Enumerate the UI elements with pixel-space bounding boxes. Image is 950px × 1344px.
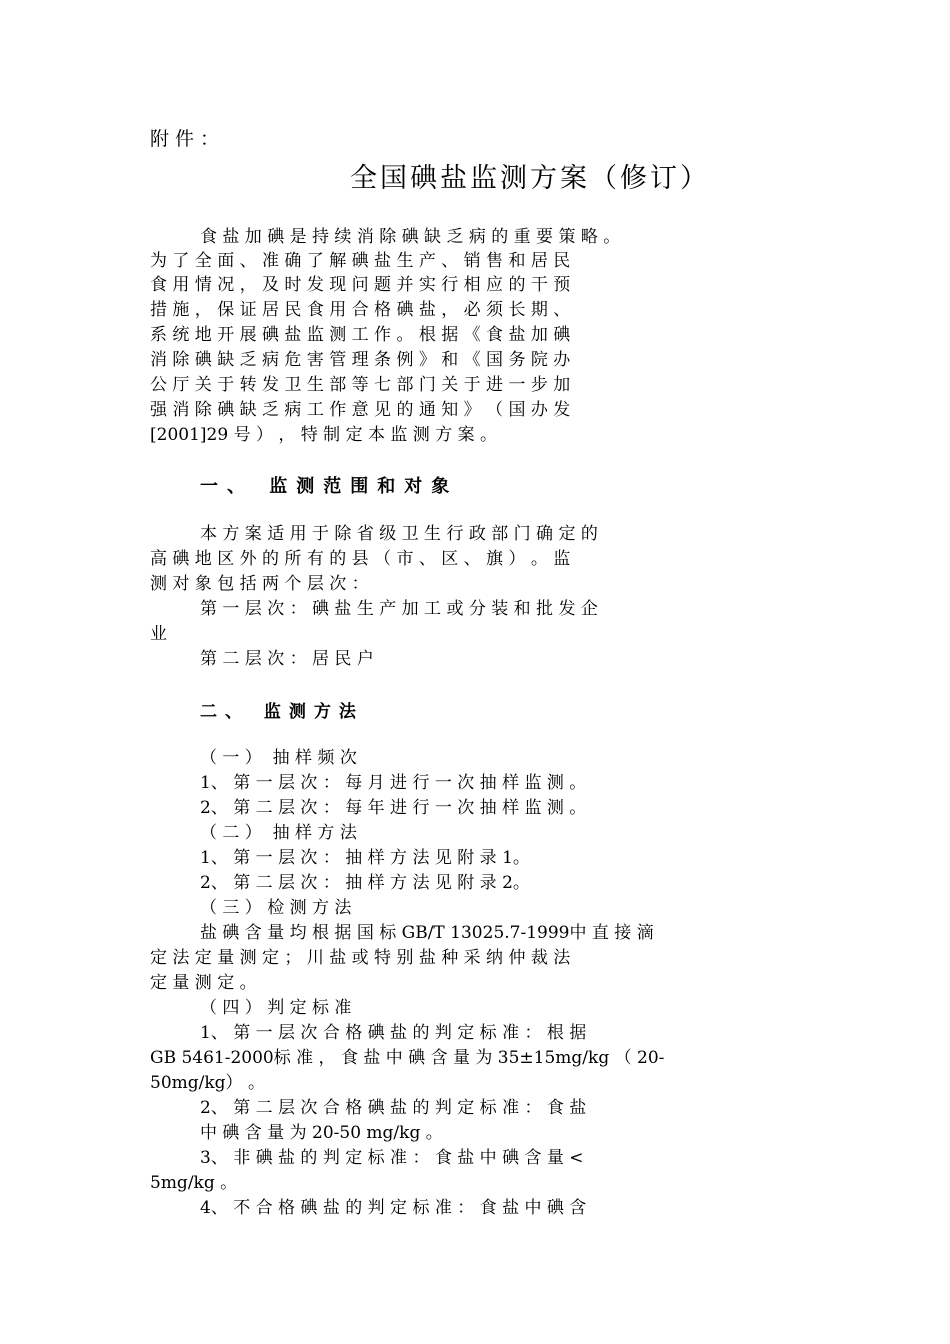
intro-line: 系 统 地 开 展 碘 盐 监 测 工 作 。 根 据 《 食 盐 加 碘 [150,325,571,345]
section-1-line: 第 一 层 次 ： 碘 盐 生 产 加 工 或 分 装 和 批 发 企 [200,599,598,619]
intro-line: 消 除 碘 缺 乏 病 危 害 管 理 条 例 》 和 《 国 务 院 办 [150,350,571,370]
section-2-line: 1、 第 一 层 次 ： 抽 样 方 法 见 附 录 1。 [200,848,530,868]
section-1-line: 测 对 象 包 括 两 个 层 次 ： [150,574,369,594]
section-2-heading: 二、 监测方法 [200,702,364,722]
section-2-line: （ 三 ） 检 测 方 法 [200,898,352,918]
intro-line: 食 用 情 况 ， 及 时 发 现 问 题 并 实 行 相 应 的 干 预 [150,275,571,295]
section-2-line: 2、 第 二 层 次 ： 每 年 进 行 一 次 抽 样 监 测 。 [200,798,587,818]
attachment-label: 附件： [150,128,226,150]
section-2-line: 50mg/kg） 。 [150,1073,265,1093]
section-2-line: 定 法 定 量 测 定 ； 川 盐 或 特 别 盐 种 采 纳 仲 裁 法 [150,948,571,968]
section-2-line: GB 5461-2000标 准 ， 食 盐 中 碘 含 量 为 35±15mg/kg （ 20- [150,1048,665,1068]
section-2-line: 2、 第 二 层 次 ： 抽 样 方 法 见 附 录 2。 [200,873,530,893]
section-1-line: 高 碘 地 区 外 的 所 有 的 县 （ 市 、 区 、 旗 ） 。 监 [150,549,571,569]
intro-line: 为 了 全 面 、 准 确 了 解 碘 盐 生 产 、 销 售 和 居 民 [150,251,571,271]
document-title: 全国碘盐监测方案（修订） [350,163,710,194]
intro-line: 公 厅 关 于 转 发 卫 生 部 等 七 部 门 关 于 进 一 步 加 [150,375,571,395]
section-2-line: 4、 不 合 格 碘 盐 的 判 定 标 准 ： 食 盐 中 碘 含 [200,1198,587,1218]
section-2-line: 盐 碘 含 量 均 根 据 国 标 GB/T 13025.7-1999中 直 接 滴 [200,923,654,943]
intro-line: [2001]29 号 ） ， 特 制 定 本 监 测 方 案 。 [150,425,498,445]
section-2-line: 3、 非 碘 盐 的 判 定 标 准 ： 食 盐 中 碘 含 量 < [200,1148,584,1168]
section-2-line: （ 四 ） 判 定 标 准 [200,998,352,1018]
intro-line: 强 消 除 碘 缺 乏 病 工 作 意 见 的 通 知 》 （ 国 办 发 [150,400,571,420]
section-2-line: 定 量 测 定 。 [150,973,257,993]
section-1-line: 业 [150,624,167,644]
section-2-line: 2、 第 二 层 次 合 格 碘 盐 的 判 定 标 准 ： 食 盐 [200,1098,587,1118]
section-2-line: 中 碘 含 量 为 20-50 mg/kg 。 [200,1123,443,1143]
intro-line: 措 施 ， 保 证 居 民 食 用 合 格 碘 盐 ， 必 须 长 期 、 [150,300,571,320]
section-2-line: （ 一 ） 抽 样 频 次 [200,748,357,768]
section-1-line: 本 方 案 适 用 于 除 省 级 卫 生 行 政 部 门 确 定 的 [200,524,598,544]
section-2-line: 5mg/kg 。 [150,1173,238,1193]
intro-line: 食 盐 加 碘 是 持 续 消 除 碘 缺 乏 病 的 重 要 策 略 。 [200,227,621,247]
section-2-line: 1、 第 一 层 次 ： 每 月 进 行 一 次 抽 样 监 测 。 [200,773,587,793]
section-1-line: 第 二 层 次 ： 居 民 户 [200,649,374,669]
section-2-line: （ 二 ） 抽 样 方 法 [200,823,357,843]
section-1-heading: 一、 监测范围和对象 [200,476,459,497]
section-2-line: 1、 第 一 层 次 合 格 碘 盐 的 判 定 标 准 ： 根 据 [200,1023,587,1043]
